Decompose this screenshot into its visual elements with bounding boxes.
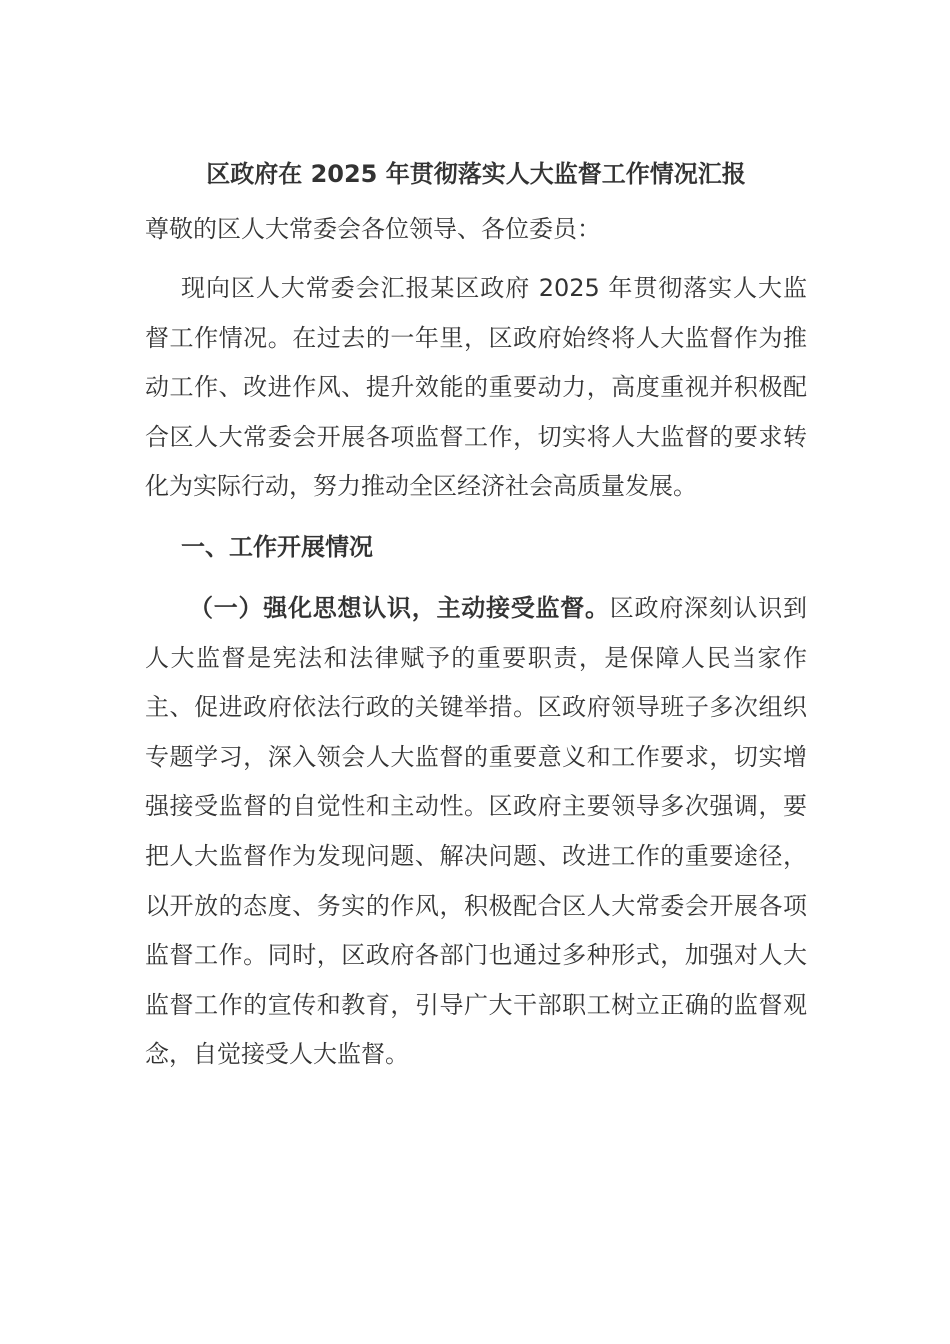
document-title: 区政府在 2025 年贯彻落实人大监督工作情况汇报	[206, 160, 746, 188]
subsection-paragraph-1	[145, 584, 807, 1080]
subsection-body-1: 区政府深刻认识到人大监督是宪法和法律赋予的重要职责，是保障人民当家作主、促进政府依法行政的关键举措。区政府领导班子多次组织专题学习，深入领会人大监督的重要意义和工作要求，切实增强接受监督的自觉性和主动性。区政府主要领导多次强调，要把人大监督作为发现问题、解决问题、改进工作的重要途径，以开放的态度、务实的作风，积极配合区人大常委会开展各项监督工作。同时，区政府各部门也通过多种形式，加强对人大监督工作的宣传和教育，引导广大干部职工树立正确的监督观念，自觉接受人大监督。	[145, 593, 807, 1069]
section-heading-work-progress: 一、工作开展情况	[181, 532, 373, 561]
intro-paragraph: 现向区人大常委会汇报某区政府 2025 年贯彻落实人大监督工作情况。在过去的一年里，区政府始终将人大监督作为推动工作、改进作风、提升效能的重要动力，高度重视并积极配合区人大常委会开展各项监督工作，切实将人大监督的要求转化为实际行动，努力推动全区经济社会高质量发展。	[145, 274, 807, 501]
subsection-lead-1: （一）强化思想认识，主动接受监督。	[189, 593, 610, 622]
salutation: 尊敬的区人大常委会各位领导、各位委员：	[145, 215, 601, 243]
document-body	[145, 148, 807, 1080]
